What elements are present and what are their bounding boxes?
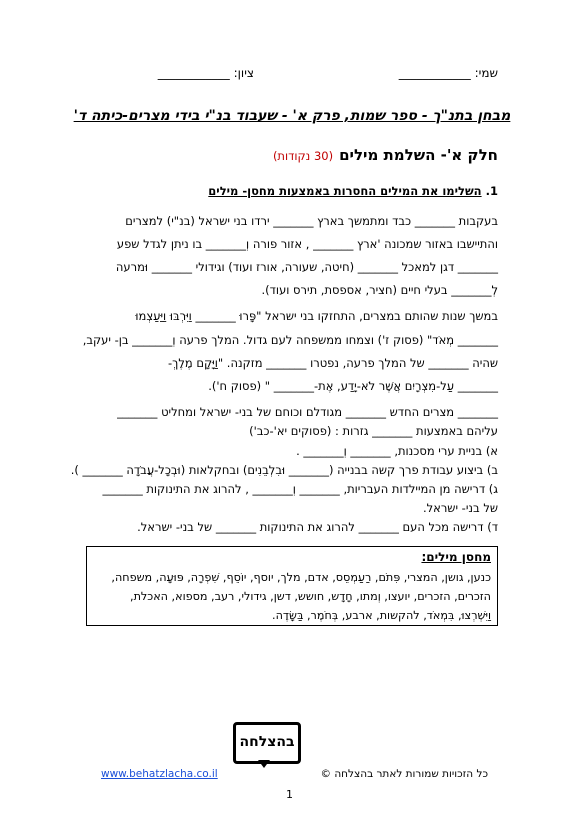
site-logo xyxy=(233,722,301,764)
paragraph-line: _______ מצרים החדש _______ מגודלם וכוחם של בני- ישראל ומחליט _______ xyxy=(117,405,498,419)
paragraph-line: והתיישבו באזור שמכונה 'ארץ _______ , אזור פורה וְ_______ בו ניתן לגדל שפע xyxy=(116,237,498,251)
paragraph-line: _______ מְאֹד" (פסוק ז') וצמחו ממשפחה לעם גדול. המלך פרעה וְ_______ בן- יעקב, xyxy=(82,333,498,347)
question-heading xyxy=(208,184,498,198)
logo-speech-tail xyxy=(258,760,270,768)
paragraph-line: במשך שנות שהותם במצרים, התחזקו בני ישראל "פָּרוּ _______ וַיִּרְבּוּ וַיַּעַצְמוּ xyxy=(135,309,498,323)
paragraph-line: א) בניית ערי מסכנות, _______ וְ_______ . xyxy=(296,444,498,458)
paragraph-line: _______ דגן למאכל _______ (חיטה, שעורה, אורז ועוד) וגידולי _______ וּמרעה xyxy=(115,260,498,274)
part-heading xyxy=(273,146,498,164)
part-title: חלק א'- השלמת מילים xyxy=(339,146,498,164)
paragraph-line: ד) דרישה מכל העם _______ להרוג את התינוקות _______ של בני- ישראל. xyxy=(137,520,498,534)
paragraph-line: _______ עַל-מִצְרָיִם אֲשֶׁר לֹא-יָדַע, אֶת-_______ " (פסוק ח'). xyxy=(208,379,498,393)
paragraph-line: לְ_______ בעלי חיים (חציר, אספסת, תירס ועוד). xyxy=(261,283,498,297)
paragraph-line: בעקבות _______ כבד ומתמשך בארץ _______ ירדו בני ישראל (בנ"י) למצרים xyxy=(125,214,498,228)
question-text: השלימו את המילים החסרות באמצעות מחסן- מילים xyxy=(208,184,482,198)
paragraph-line: שהיה _______ של המלך פרעה, נפטרו _______ מזקנה. "וַיָּקָם מֶלֶךְ- xyxy=(168,356,498,370)
paragraph-line: ב) ביצוע עבודת פרך קשה בבנייה (_______ וּבִלְבֵנִים) ובחקלאות (וּבְכָל-עֲבֹדָה _______ ). xyxy=(70,463,498,477)
paragraph-line: ג) דרישה מן המיילדות העבריות, _______ וְ_______ , להרוג את התינוקות _______ xyxy=(102,482,498,496)
grade-field: ציון: ____________ xyxy=(157,66,254,80)
word-bank-line: הזכרים, הזכרים, יועצו, וְמתו, חָדָש, חושש, דשן, גידולי, רעב, מספוא, האכלת, xyxy=(130,590,491,603)
exam-title: מבחן בתנ"ך - ספר שמות, פרק א' - שעבוד בנ"י בידי מצרים-כיתה ד' xyxy=(73,108,511,124)
question-number: 1. xyxy=(485,184,498,198)
name-field: שמי: ____________ xyxy=(398,66,498,80)
logo-text: בהצלחה xyxy=(239,734,295,750)
paragraph-line: של בני- ישראל. xyxy=(422,501,498,515)
paragraph-line: עליהם באמצעות _______ גזרות : (פסוקים יא'-כב') xyxy=(249,424,498,438)
part-points: (30 נקודות) xyxy=(272,149,334,163)
word-bank-line: וַיִּשְׁרְצוּ, בִּמְאֹד, להקשות, ארבע, בְּחֹמֶר, בַּשָּׂדֶה. xyxy=(272,609,491,622)
footer-website-link[interactable]: www.behatzlacha.co.il xyxy=(101,768,218,780)
page-number: 1 xyxy=(286,788,293,801)
word-bank-line: כנען, גושן, המצרי, פִּתֹם, רַעַמְסֵס, אדם, מלך, יוסף, יוֹסֵף, שִׁפְרָה, פּוּעָה, משפחה, xyxy=(111,571,491,584)
footer-copyright: כל הזכויות שמורות לאתר בהצלחה © xyxy=(320,768,488,780)
word-bank-box xyxy=(86,546,498,626)
word-bank-title: מחסן מילים: xyxy=(421,550,491,564)
